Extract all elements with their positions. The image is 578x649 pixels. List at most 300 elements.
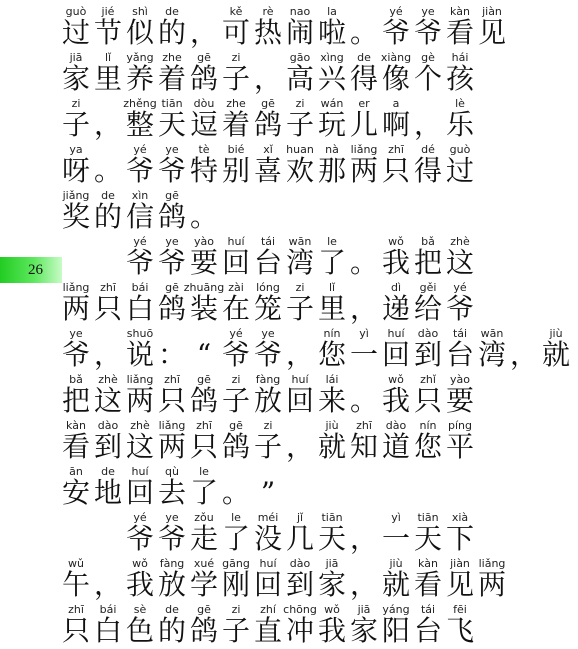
hanzi-character: 只 — [413, 384, 442, 417]
hanzi-character: 到 — [93, 430, 122, 463]
hanzi-character: 爷 — [413, 16, 442, 49]
character-cell — [316, 372, 348, 418]
pinyin-annotation: tiān — [417, 511, 439, 524]
pinyin-annotation: le — [231, 511, 241, 524]
pinyin-annotation: zhè — [98, 373, 118, 386]
character-cell — [444, 234, 476, 280]
pinyin-annotation: wān — [288, 235, 312, 248]
hanzi-character: 着 — [221, 108, 250, 141]
hanzi-character: 过 — [61, 16, 90, 49]
character-cell — [444, 96, 476, 142]
hanzi-character: 爷 — [221, 338, 250, 371]
pinyin-annotation: yé — [389, 5, 403, 18]
pinyin-annotation: yáng — [382, 603, 410, 616]
text-line — [60, 188, 500, 234]
hanzi-character: 没 — [253, 522, 282, 555]
hanzi-character: 这 — [125, 430, 154, 463]
character-cell — [444, 50, 476, 96]
hanzi-character: 爷 — [125, 522, 154, 555]
pinyin-annotation: xià — [451, 511, 469, 524]
pinyin-annotation: ye — [165, 143, 179, 156]
pinyin-annotation: jiā — [69, 51, 83, 64]
character-cell — [444, 418, 476, 464]
hanzi-character: 热 — [253, 16, 282, 49]
character-cell — [60, 326, 92, 372]
pinyin-annotation: liǎng — [126, 373, 154, 386]
hanzi-character: 得 — [349, 62, 378, 95]
hanzi-character: 地 — [93, 476, 122, 509]
hanzi-character: 。 — [349, 246, 378, 279]
pinyin-annotation: a — [392, 97, 400, 110]
text-line — [60, 372, 500, 418]
pinyin-annotation: zài — [228, 281, 244, 294]
character-cell — [476, 556, 508, 602]
pinyin-annotation: jiā — [357, 603, 371, 616]
hanzi-character: 回 — [253, 568, 282, 601]
pinyin-annotation: nín — [323, 327, 341, 340]
character-cell — [156, 4, 188, 50]
hanzi-character: 走 — [189, 522, 218, 555]
character-cell — [188, 188, 220, 234]
hanzi-character: 里 — [317, 292, 346, 325]
pinyin-annotation: huí — [131, 465, 149, 478]
hanzi-character: 子 — [285, 292, 314, 325]
hanzi-character: ， — [349, 522, 378, 555]
hanzi-character: 乐 — [445, 108, 474, 141]
pinyin-annotation: yé — [229, 327, 243, 340]
pinyin-annotation: gē — [261, 97, 275, 110]
hanzi-character: 。 — [221, 476, 250, 509]
pinyin-annotation: zhī — [68, 603, 84, 616]
hanzi-character: 台 — [253, 246, 282, 279]
pinyin-annotation: yào — [194, 235, 214, 248]
hanzi-character: 玩 — [317, 108, 346, 141]
pinyin-annotation: zhǐ — [420, 373, 436, 386]
pinyin-annotation: ya — [69, 143, 83, 156]
pinyin-annotation: yé — [133, 511, 147, 524]
hanzi-character: 来 — [317, 384, 346, 417]
hanzi-character: 爷 — [445, 292, 474, 325]
pinyin-annotation: ye — [165, 511, 179, 524]
hanzi-character: 平 — [445, 430, 474, 463]
pinyin-annotation: le — [199, 465, 209, 478]
hanzi-character: 回 — [221, 246, 250, 279]
hanzi-character: 两 — [477, 568, 506, 601]
pinyin-annotation: tiān — [321, 511, 343, 524]
hanzi-character: ： — [157, 338, 186, 371]
hanzi-character: 把 — [61, 384, 90, 417]
pinyin-annotation: dào — [385, 419, 407, 432]
page-number-tab — [0, 257, 62, 283]
hanzi-character: 。 — [349, 16, 378, 49]
pinyin-annotation: zi — [231, 51, 241, 64]
hanzi-character: 看 — [413, 568, 442, 601]
hanzi-character: ， — [285, 338, 314, 371]
hanzi-character: 就 — [317, 430, 346, 463]
text-line — [60, 602, 500, 648]
hanzi-character: 装 — [189, 292, 218, 325]
hanzi-character: ， — [509, 338, 538, 371]
pinyin-annotation: qù — [165, 465, 179, 478]
hanzi-character: 兴 — [317, 62, 346, 95]
pinyin-annotation: yǎng — [126, 51, 154, 64]
pinyin-annotation: kàn — [450, 5, 470, 18]
pinyin-annotation: nao — [289, 5, 311, 18]
character-cell — [316, 280, 348, 326]
hanzi-character: 特 — [189, 154, 218, 187]
pinyin-annotation: ye — [421, 5, 435, 18]
pinyin-annotation: lǐ — [328, 281, 336, 294]
hanzi-character: 爷 — [125, 246, 154, 279]
pinyin-annotation: de — [165, 603, 179, 616]
hanzi-character: 见 — [445, 568, 474, 601]
pinyin-annotation: lóng — [256, 281, 280, 294]
hanzi-character: 的 — [157, 16, 186, 49]
pinyin-annotation: zhuāng — [183, 281, 225, 294]
character-cell — [316, 234, 348, 280]
hanzi-character: 信 — [125, 200, 154, 233]
hanzi-character: 回 — [125, 476, 154, 509]
pinyin-annotation: liǎng — [62, 281, 90, 294]
hanzi-character: 爷 — [381, 16, 410, 49]
pinyin-annotation: huí — [291, 373, 309, 386]
character-cell — [220, 464, 252, 510]
text-line — [60, 418, 500, 464]
pinyin-annotation: gē — [197, 603, 211, 616]
hanzi-character: 鸽 — [189, 62, 218, 95]
pinyin-annotation: huí — [259, 557, 277, 570]
hanzi-character: 爷 — [253, 338, 282, 371]
hanzi-character: 白 — [93, 614, 122, 647]
pinyin-annotation: jiù — [389, 557, 403, 570]
hanzi-character: 喜 — [253, 154, 282, 187]
hanzi-character: 天 — [157, 108, 186, 141]
hanzi-character: 放 — [157, 568, 186, 601]
character-cell — [124, 326, 156, 372]
pinyin-annotation: dé — [421, 143, 435, 156]
pinyin-annotation: yé — [453, 281, 467, 294]
hanzi-character: 白 — [125, 292, 154, 325]
hanzi-character: 里 — [93, 62, 122, 95]
hanzi-character: ， — [93, 338, 122, 371]
hanzi-character: 我 — [317, 614, 346, 647]
pinyin-annotation: zi — [231, 603, 241, 616]
pinyin-annotation: wǒ — [132, 557, 148, 570]
hanzi-character: 高 — [285, 62, 314, 95]
pinyin-annotation: le — [327, 235, 337, 248]
hanzi-character: 逗 — [189, 108, 218, 141]
pinyin-annotation: nín — [419, 419, 437, 432]
pinyin-annotation: zhè — [450, 235, 470, 248]
hanzi-character: 冲 — [285, 614, 314, 647]
hanzi-character: 只 — [381, 154, 410, 187]
pinyin-annotation: dào — [417, 327, 439, 340]
hanzi-character: 这 — [445, 246, 474, 279]
hanzi-character: 整 — [125, 108, 154, 141]
pinyin-annotation: shì — [132, 5, 148, 18]
character-cell — [220, 50, 252, 96]
hanzi-character: 天 — [413, 522, 442, 555]
pinyin-annotation: jiā — [325, 557, 339, 570]
hanzi-character: 别 — [221, 154, 250, 187]
hanzi-character: 直 — [253, 614, 282, 647]
hanzi-character: 子 — [253, 430, 282, 463]
hanzi-character: 只 — [157, 384, 186, 417]
pinyin-annotation: de — [357, 51, 371, 64]
hanzi-character: 两 — [157, 430, 186, 463]
pinyin-annotation: zi — [71, 97, 81, 110]
hanzi-character: 鸽 — [189, 614, 218, 647]
hanzi-character: 的 — [93, 200, 122, 233]
character-cell — [316, 4, 348, 50]
pinyin-annotation: wǒ — [388, 235, 404, 248]
character-cell — [476, 4, 508, 50]
hanzi-character: 鸽 — [221, 430, 250, 463]
hanzi-character: 回 — [285, 384, 314, 417]
hanzi-character: 台 — [413, 614, 442, 647]
pinyin-annotation: bǎ — [421, 235, 435, 248]
pinyin-annotation: la — [327, 5, 337, 18]
character-cell — [444, 510, 476, 556]
pinyin-annotation: xǐ — [263, 143, 273, 156]
pinyin-annotation: fàng — [255, 373, 281, 386]
pinyin-annotation: chōng — [283, 603, 317, 616]
hanzi-character: 我 — [125, 568, 154, 601]
pinyin-annotation: kàn — [66, 419, 86, 432]
hanzi-character: 爷 — [157, 154, 186, 187]
hanzi-character: 两 — [61, 292, 90, 325]
pinyin-annotation: liǎng — [478, 557, 506, 570]
pinyin-annotation: dào — [97, 419, 119, 432]
pinyin-annotation: tái — [260, 235, 276, 248]
pinyin-annotation: zhī — [100, 281, 116, 294]
character-cell — [444, 602, 476, 648]
pinyin-annotation: wǔ — [68, 557, 84, 570]
hanzi-character: 色 — [125, 614, 154, 647]
pinyin-annotation: lái — [325, 373, 339, 386]
hanzi-character: 爷 — [61, 338, 90, 371]
character-cell — [156, 188, 188, 234]
hanzi-character: 湾 — [285, 246, 314, 279]
pinyin-annotation: de — [101, 189, 115, 202]
hanzi-character: 把 — [413, 246, 442, 279]
hanzi-character: ， — [413, 108, 442, 141]
pinyin-annotation: sè — [133, 603, 147, 616]
hanzi-character: 要 — [445, 384, 474, 417]
hanzi-character: 道 — [381, 430, 410, 463]
hanzi-character: ， — [349, 568, 378, 601]
hanzi-character: 笼 — [253, 292, 282, 325]
pinyin-annotation: lè — [455, 97, 465, 110]
character-cell — [380, 96, 412, 142]
hanzi-character: 要 — [189, 246, 218, 279]
hanzi-character: 知 — [349, 430, 378, 463]
hanzi-character: 到 — [413, 338, 442, 371]
hanzi-character: 家 — [317, 568, 346, 601]
hanzi-character: 给 — [413, 292, 442, 325]
pinyin-annotation: ān — [69, 465, 83, 478]
hanzi-character: 就 — [381, 568, 410, 601]
character-cell — [476, 326, 508, 372]
pinyin-annotation: wǒ — [324, 603, 340, 616]
hanzi-character: 两 — [125, 384, 154, 417]
hanzi-character: 过 — [445, 154, 474, 187]
pinyin-annotation: xiàng — [380, 51, 412, 64]
pinyin-annotation: yé — [133, 235, 147, 248]
pinyin-annotation: lǐ — [104, 51, 112, 64]
pinyin-annotation: rè — [262, 5, 274, 18]
text-line — [60, 326, 570, 372]
hanzi-character: 孩 — [445, 62, 474, 95]
pinyin-annotation: wǒ — [388, 373, 404, 386]
pinyin-annotation: gāng — [222, 557, 250, 570]
hanzi-character: 一 — [349, 338, 378, 371]
pinyin-annotation: zhí — [260, 603, 276, 616]
hanzi-character: ， — [349, 292, 378, 325]
hanzi-character: 子 — [285, 108, 314, 141]
pinyin-annotation: bái — [99, 603, 117, 616]
hanzi-character: ， — [93, 568, 122, 601]
hanzi-character: 看 — [61, 430, 90, 463]
hanzi-character: 天 — [317, 522, 346, 555]
character-cell — [316, 556, 348, 602]
pinyin-annotation: dòu — [193, 97, 215, 110]
hanzi-character: 子 — [61, 108, 90, 141]
pinyin-annotation: jiù — [549, 327, 563, 340]
hanzi-character: 只 — [93, 292, 122, 325]
hanzi-character: 在 — [221, 292, 250, 325]
text-line — [60, 556, 506, 602]
character-cell — [444, 372, 476, 418]
pinyin-annotation: zǒu — [194, 511, 214, 524]
hanzi-character: 台 — [445, 338, 474, 371]
text-line — [60, 50, 500, 96]
text-line — [124, 510, 564, 556]
hanzi-character: 就 — [541, 338, 570, 371]
hanzi-character: 看 — [445, 16, 474, 49]
pinyin-annotation: liǎng — [350, 143, 378, 156]
pinyin-annotation: shuō — [126, 327, 154, 340]
hanzi-character: 鸽 — [157, 292, 186, 325]
pinyin-annotation: gāo — [289, 51, 311, 64]
pinyin-annotation: hái — [451, 51, 469, 64]
pinyin-annotation: dào — [289, 557, 311, 570]
pinyin-annotation: fēi — [453, 603, 467, 616]
pinyin-annotation: xué — [193, 557, 215, 570]
text-line — [60, 142, 500, 188]
pinyin-annotation: zi — [231, 373, 241, 386]
hanzi-character: 欢 — [285, 154, 314, 187]
hanzi-character: 子 — [221, 384, 250, 417]
pinyin-annotation: jiàn — [482, 5, 502, 18]
hanzi-character: 阳 — [381, 614, 410, 647]
pinyin-annotation: méi — [257, 511, 279, 524]
text-line — [60, 4, 506, 50]
character-cell — [156, 326, 188, 372]
pinyin-annotation: gē — [165, 281, 179, 294]
character-cell — [188, 464, 220, 510]
hanzi-character: ， — [253, 62, 282, 95]
character-cell — [252, 418, 284, 464]
hanzi-character: 两 — [349, 154, 378, 187]
text-line — [60, 280, 500, 326]
hanzi-character: ， — [189, 16, 218, 49]
hanzi-character: 儿 — [349, 108, 378, 141]
pinyin-annotation: huí — [387, 327, 405, 340]
hanzi-character: 的 — [157, 614, 186, 647]
pinyin-annotation: nà — [325, 143, 339, 156]
hanzi-character: 放 — [253, 384, 282, 417]
page-number: 26 — [28, 262, 43, 278]
pinyin-annotation: zhe — [162, 51, 182, 64]
hanzi-character: 可 — [221, 16, 250, 49]
text-line — [60, 464, 500, 510]
pinyin-annotation: jiǎng — [62, 189, 90, 202]
hanzi-character: 这 — [93, 384, 122, 417]
hanzi-character: 那 — [317, 154, 346, 187]
pinyin-annotation: gē — [197, 51, 211, 64]
pinyin-annotation: xìng — [320, 51, 344, 64]
hanzi-character: 个 — [413, 62, 442, 95]
character-cell — [252, 326, 284, 372]
hanzi-character: 递 — [381, 292, 410, 325]
pinyin-annotation: zi — [295, 281, 305, 294]
pinyin-annotation: jiàn — [450, 557, 470, 570]
hanzi-character: 着 — [157, 62, 186, 95]
hanzi-character: 鸽 — [157, 200, 186, 233]
hanzi-character: 爷 — [125, 154, 154, 187]
pinyin-annotation: yì — [359, 327, 369, 340]
hanzi-character: 了 — [221, 522, 250, 555]
pinyin-annotation: zhe — [226, 97, 246, 110]
pinyin-annotation: wán — [320, 97, 344, 110]
hanzi-character: 了 — [317, 246, 346, 279]
character-cell — [316, 510, 348, 556]
pinyin-annotation: gē — [197, 373, 211, 386]
text-line — [60, 96, 500, 142]
hanzi-character: 下 — [445, 522, 474, 555]
pinyin-annotation: tiān — [161, 97, 183, 110]
pinyin-annotation: gěi — [419, 281, 437, 294]
hanzi-character: 刚 — [221, 568, 250, 601]
pinyin-annotation: tái — [452, 327, 468, 340]
character-cell — [252, 464, 284, 510]
hanzi-character: ， — [93, 108, 122, 141]
hanzi-character: 一 — [381, 522, 410, 555]
hanzi-character: 像 — [381, 62, 410, 95]
hanzi-character: “ — [196, 338, 212, 371]
pinyin-annotation: gē — [229, 419, 243, 432]
pinyin-annotation: dì — [390, 281, 402, 294]
pinyin-annotation: huan — [286, 143, 314, 156]
pinyin-annotation: zi — [263, 419, 273, 432]
hanzi-character: 飞 — [445, 614, 474, 647]
pinyin-annotation: guò — [449, 143, 471, 156]
hanzi-character: ， — [285, 430, 314, 463]
hanzi-character: 回 — [381, 338, 410, 371]
hanzi-character: 了 — [189, 476, 218, 509]
hanzi-character: 闹 — [285, 16, 314, 49]
hanzi-character: 鸽 — [189, 384, 218, 417]
pinyin-annotation: er — [358, 97, 370, 110]
pinyin-annotation: zhī — [196, 419, 212, 432]
pinyin-annotation: de — [101, 465, 115, 478]
hanzi-character: 子 — [221, 614, 250, 647]
pinyin-annotation: bái — [131, 281, 149, 294]
hanzi-character: 。 — [349, 384, 378, 417]
pinyin-annotation: tè — [198, 143, 210, 156]
hanzi-character: 您 — [413, 430, 442, 463]
